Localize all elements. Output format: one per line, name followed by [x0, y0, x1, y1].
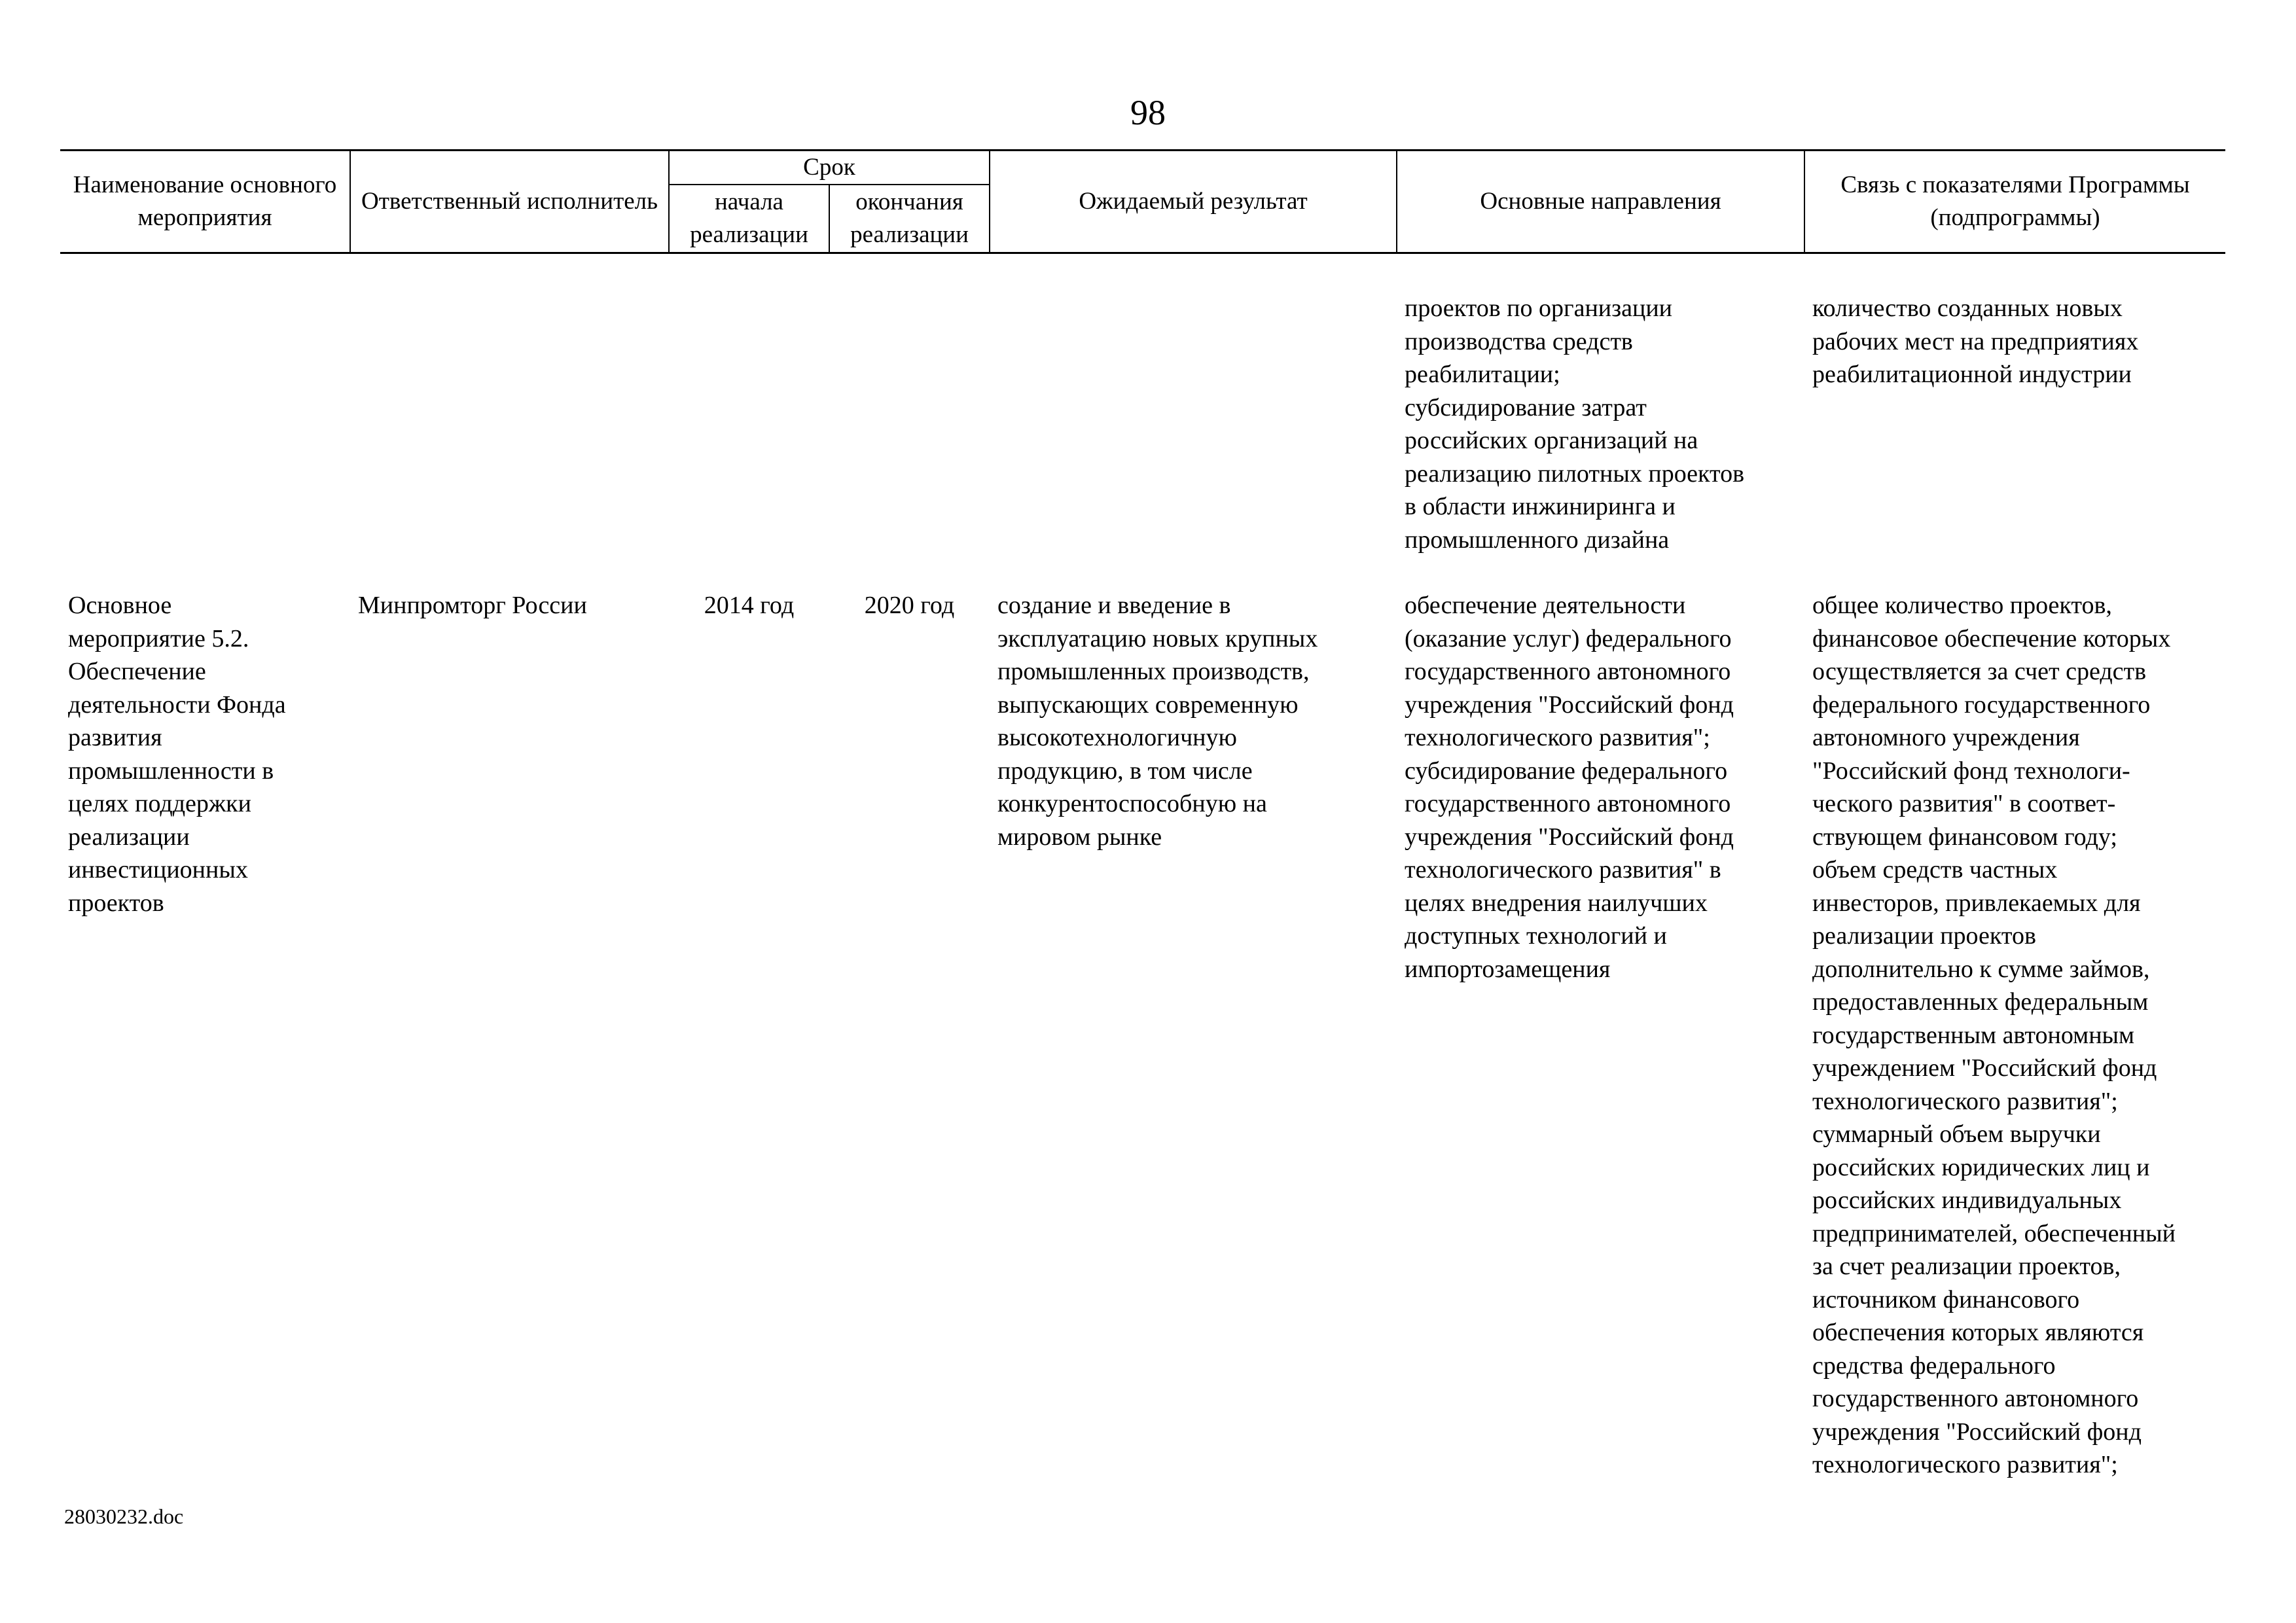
cell-start [669, 253, 829, 590]
cell-link: количество созданных новых рабочих мест на предприятиях реабилитационной индустрии [1812, 294, 2139, 388]
cell-directions: проектов по организации производства средств реабилитации; субсидирование затрат российских организаций на реализацию пилотных проектов в области инжиниринга и промышленного дизайна [1405, 294, 1745, 554]
table-row [60, 589, 2225, 1482]
header-name: Наименование основного мероприятия [60, 151, 350, 253]
cell-directions: обеспечение деятельности (оказание услуг) федерального государственного автономного учреждения "Российский фонд технологического развития"; субсидирование федерального государственного автономного учреждения "Российский фонд технологического развития" в целях внедрения наилучших доступных технологий и импортозамещения [1405, 592, 1734, 983]
cell-link: общее количество проектов, финансовое обеспечение которых осуществляется за счет средств федерального государственного автономного учреждения "Российский фонд технологи- ческого развития" в соответ- ствующем финансовом году; объем средств частных инвесторов, привлекаемых для реализации проектов дополнительно к сумме займов, предоставленных федеральным государственным автономным учреждением "Российский фонд технологического развития"; суммарный объем выручки российских юридических лиц и российских индивидуальных предпринимателей, обеспеченный за счет реализации проектов, источником финансового обеспечения которых являются средства федерального государственного автономного учреждения "Российский фонд технологического развития"; [1812, 592, 2176, 1478]
measures-table [60, 149, 2225, 1482]
header-end: окончания реализации [829, 185, 990, 253]
cell-name [60, 253, 350, 590]
page-number: 98 [1130, 93, 1166, 132]
header-executor: Ответственный исполнитель [350, 151, 669, 253]
header-link: Связь с показателями Программы (подпрограммы) [1804, 151, 2225, 253]
cell-result: создание и введение в эксплуатацию новых крупных промышленных производств, выпускающих современную высокотехнологичную продукцию, в том числе конкурентоспособную на мировом рынке [997, 592, 1318, 851]
cell-end [829, 253, 990, 590]
cell-result [990, 253, 1397, 590]
header-term: Срок [669, 151, 990, 185]
table-row [60, 253, 2225, 590]
cell-start: 2014 год [704, 592, 795, 619]
document-filename: 28030232.doc [64, 1505, 184, 1528]
header-directions: Основные направления [1397, 151, 1804, 253]
header-result: Ожидаемый результат [990, 151, 1397, 253]
cell-executor: Минпромторг России [358, 592, 587, 619]
cell-executor [350, 253, 669, 590]
cell-end: 2020 год [864, 592, 955, 619]
cell-name: Основное мероприятие 5.2. Обеспечение деятельности Фонда развития промышленности в целях поддержки реализации инвестиционных проектов [68, 592, 286, 917]
header-start: начала реализации [669, 185, 829, 253]
